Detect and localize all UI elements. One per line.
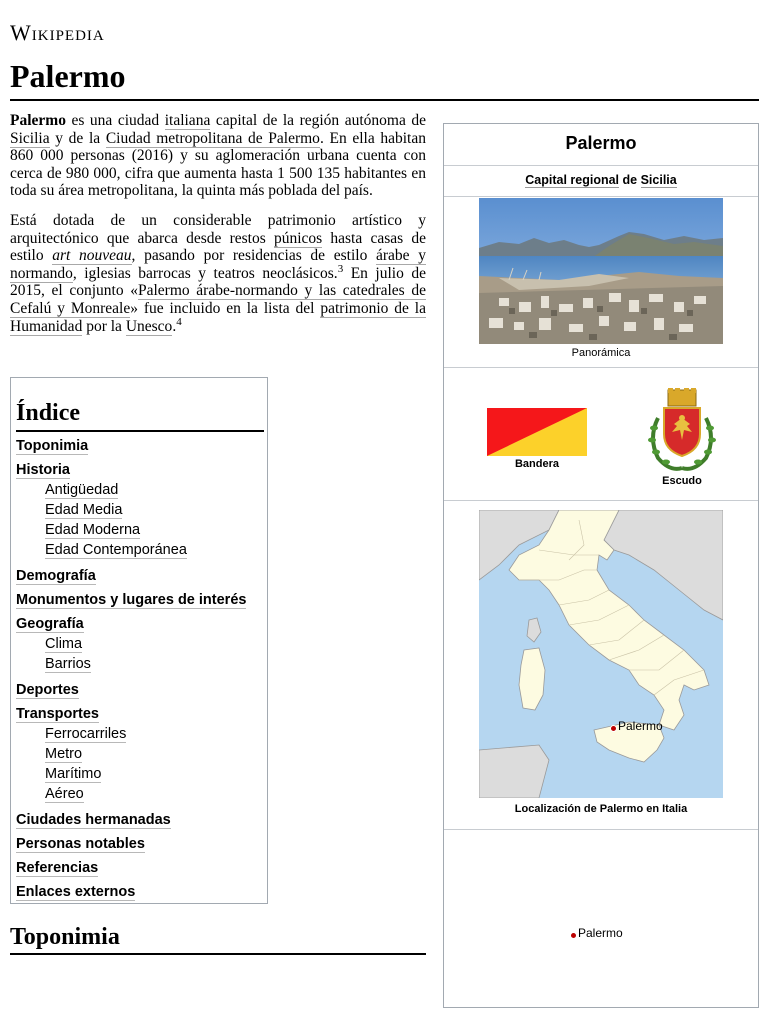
flag-image[interactable] — [487, 408, 587, 456]
section-heading-toponimia: Toponimia — [10, 924, 120, 950]
toc-item-label: Aéreo — [45, 786, 84, 802]
infobox-map-row — [444, 501, 758, 830]
toc-item-label: Ciudades hermanadas — [16, 812, 171, 828]
toc-item[interactable] — [16, 591, 246, 609]
toc-item[interactable] — [16, 681, 79, 699]
link-sicilia-infobox[interactable]: Sicilia — [640, 173, 677, 187]
toc-item[interactable] — [45, 635, 82, 653]
panorama-photo[interactable] — [479, 198, 723, 344]
infobox-city-map-row — [444, 830, 758, 1007]
link-patrimonio-humanidad[interactable]: patrimonio de la Humanidad — [10, 299, 426, 335]
toc-item-label: Edad Media — [45, 502, 123, 518]
reference-4[interactable]: 4 — [176, 315, 182, 328]
text: y de la — [49, 129, 106, 147]
text: . En ella habitan 860 000 personas (2016) y su aglomeración urbana cuenta con cerca de 980 000, cifra que aumenta hasta 1 500 135 habitantes en toda su área metropolitana, la quinta más poblada del país. — [10, 129, 426, 200]
palermo-map-label-2: Palermo — [578, 926, 623, 940]
toc-item[interactable] — [16, 461, 70, 479]
wikipedia-wordmark[interactable]: Wikipedia — [10, 20, 105, 45]
toc-item-label: Demografía — [16, 568, 96, 584]
toc-item-label: Toponimia — [16, 438, 89, 454]
toc-item[interactable] — [16, 567, 96, 585]
toc-item-label: Monumentos y lugares de interés — [16, 592, 247, 608]
text: capital de la región autónoma de — [210, 112, 426, 129]
palermo-map-label: Palermo — [618, 719, 663, 733]
toc-item-label: Geografía — [16, 616, 84, 632]
map-caption: Localización de Palermo en Italia — [514, 803, 688, 815]
toc-item[interactable] — [45, 501, 122, 519]
reference-3[interactable]: 3 — [337, 262, 344, 275]
toc-item[interactable] — [45, 785, 84, 803]
toc-item[interactable] — [16, 615, 84, 633]
toc-item-label: Personas notables — [16, 836, 145, 852]
toc-item[interactable] — [16, 437, 88, 455]
location-map[interactable] — [479, 510, 723, 798]
italy-map — [479, 510, 723, 798]
text: hasta casas de estilo — [10, 229, 426, 265]
toc-item-label: Clima — [45, 636, 83, 652]
link-palermo-arabe-normando[interactable]: Palermo árabe-normando y las catedrales de Cefalú y Monreale — [10, 282, 426, 317]
toc-item[interactable] — [16, 705, 99, 723]
toc-item[interactable] — [45, 521, 140, 539]
toc-item[interactable] — [16, 883, 135, 901]
toc-item-label: Transportes — [16, 706, 99, 722]
toc-item[interactable] — [45, 745, 82, 763]
palermo-marker-2 — [570, 932, 577, 939]
text: es una ciudad — [65, 112, 165, 129]
toc-item-label: Referencias — [16, 860, 99, 876]
toc-item[interactable] — [45, 765, 101, 783]
text: Está dotada de un considerable patrimonio artístico y arquitectónico que abarca desde restos — [10, 211, 426, 247]
page-title: Palermo — [10, 58, 126, 94]
toc-title: Índice — [16, 398, 264, 432]
infobox-subtitle — [444, 166, 758, 197]
panorama-image — [479, 198, 723, 344]
text: , iglesias barrocas y teatros neoclásicos. — [72, 264, 338, 282]
coat-of-arms-image[interactable] — [644, 388, 720, 474]
title-divider — [10, 99, 759, 101]
toc-item-label: Metro — [45, 746, 83, 762]
toc-item[interactable] — [16, 859, 98, 877]
link-ciudad-metropolitana[interactable]: Ciudad metropolitana de Palermo — [105, 129, 320, 147]
coat-of-arms-icon — [644, 388, 720, 474]
intro-paragraph-2 — [10, 212, 426, 335]
text: por la — [82, 317, 126, 335]
table-of-contents — [10, 377, 268, 904]
toc-item-label: Marítimo — [45, 766, 102, 782]
link-unesco[interactable]: Unesco — [125, 317, 173, 335]
text: » fue incluido en la lista del — [130, 299, 321, 317]
toc-item[interactable] — [45, 481, 118, 499]
subject-bold: Palermo — [10, 112, 66, 129]
infobox — [443, 123, 759, 1008]
link-sicilia[interactable]: Sicilia — [10, 129, 50, 147]
toc-item-label: Edad Contemporánea — [45, 542, 187, 558]
coat-caption: Escudo — [662, 475, 702, 487]
toc-item-label: Edad Moderna — [45, 522, 141, 538]
toc-item-label: Deportes — [16, 682, 79, 698]
flag-caption: Bandera — [514, 458, 560, 470]
infobox-photo-row — [444, 197, 758, 368]
link-art-nouveau[interactable]: art nouveau — [52, 247, 132, 265]
link-punicos[interactable]: púnicos — [273, 229, 323, 247]
toc-item-label: Historia — [16, 462, 70, 478]
infobox-symbols-row — [444, 368, 758, 501]
flag-of-palermo — [487, 408, 587, 456]
toc-item[interactable] — [45, 541, 187, 559]
link-capital-regional[interactable]: Capital regional — [525, 173, 620, 187]
toc-item-label: Enlaces externos — [16, 884, 136, 900]
infobox-title: Palermo — [444, 124, 758, 166]
toc-item[interactable] — [45, 655, 91, 673]
text: . — [172, 317, 177, 335]
photo-caption: Panorámica — [571, 347, 631, 359]
toc-item[interactable] — [16, 835, 145, 853]
link-arabe-normando[interactable]: árabe y normando — [10, 247, 426, 282]
text: En julio de 2015, el conjunto « — [10, 264, 426, 300]
palermo-marker — [610, 725, 617, 732]
toc-item[interactable] — [45, 725, 126, 743]
toc-item-label: Antigüedad — [45, 482, 119, 498]
section-divider — [10, 953, 426, 955]
link-italiana[interactable]: italiana — [164, 112, 211, 129]
toc-item-label: Ferrocarriles — [45, 726, 127, 742]
toc-item-label: Barrios — [45, 656, 91, 672]
intro-paragraph-1 — [10, 112, 426, 200]
toc-item[interactable] — [16, 811, 171, 829]
article-body — [10, 112, 426, 347]
text: de — [619, 173, 641, 187]
text: , pasando por residencias de estilo — [131, 247, 376, 265]
